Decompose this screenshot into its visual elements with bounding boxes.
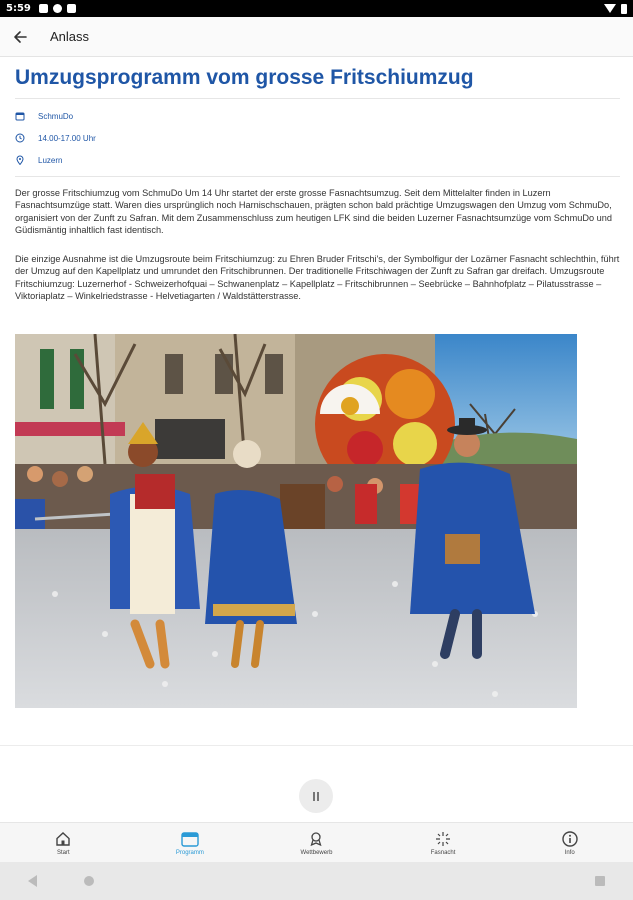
location-text: Luzern [38,155,63,165]
system-navigation-bar [0,862,633,900]
nav-label: Programm [175,849,204,856]
sparkle-icon [435,830,451,848]
divider [15,98,620,99]
back-button[interactable] [0,17,40,57]
event-photo [15,334,577,708]
nav-item-info[interactable] [506,823,633,862]
notification-icon [53,4,62,13]
clock-icon [15,133,25,143]
status-time: 5:59 [6,3,31,14]
battery-icon [621,4,627,14]
app-bar-title: Anlass [50,29,90,44]
event-location [15,155,62,165]
nav-label: Start [56,849,70,856]
pause-button[interactable] [299,779,333,813]
wifi-icon [604,4,616,13]
home-icon [55,830,71,848]
app-bar [0,17,633,57]
event-time [15,133,96,143]
description-paragraph-2: Die einzige Ausnahme ist die Umzugsroute beim Fritschiumzug: zu Ehren Bruder Fritschi's, der Symbolfigur der Lozärner Fasnacht schlechthin, führt der Umzug auf den Kapellplatz und umrundet den Fritschibrunnen. Der traditionelle Fritschiwagen der Zunft zu Safran gar dreifach. Umzugsroute Fritschiumzug: Luzernerhof - Schweizerhofquai – Schwanenplatz – Kapellplatz – Fritschibrunnen – Seebrücke – Bahnhofplatz – Pilatusstrasse – Viktoriaplatz – Winkelriedstrasse - Helvetiagarten / Waldstätterstrasse. [15,254,620,301]
nav-label: Info [564,849,575,856]
system-recents-icon[interactable] [595,876,605,886]
system-back-icon[interactable] [28,875,37,887]
calendar-icon [181,830,199,848]
location-pin-icon [15,155,25,165]
notification-icon [67,4,76,13]
notification-icon [39,4,48,13]
event-organizer [15,111,73,121]
divider [15,176,620,177]
time-text: 14.00-17.00 Uhr [38,133,96,143]
nav-item-wettbewerb[interactable] [253,823,380,862]
nav-item-programm[interactable] [127,823,254,862]
nav-label: Wettbewerb [300,849,333,856]
divider [0,745,633,746]
description-paragraph-1: Der grosse Fritschiumzug vom SchmuDo Um 14 Uhr startet der erste grosse Fasnachtsumzug. Seit dem Mittelalter finden in Luzern Fasnachtsumzüge statt. Waren dies ursprünglich noch Harnischschauen, prägten schon bald prächtige Umzugswagen den Umzug vom SchmuDo, organisiert von der Zunft zu Safran. Mit dem Zusammenschluss zum heutigen LFK sind die beiden Luzerner Fasnachtsumzüge vom SchmuDo und Güdismäntig inhaltlich fast identisch. [15,188,612,235]
pause-icon [312,792,320,801]
nav-item-fasnacht[interactable] [380,823,507,862]
organizer-text: SchmuDo [38,111,74,121]
nav-item-start[interactable] [0,823,127,862]
event-detail [0,57,633,745]
info-icon [562,830,578,848]
trophy-icon [308,830,324,848]
status-bar [0,0,633,17]
arrow-left-icon [13,30,27,44]
system-home-icon[interactable] [84,876,94,886]
calendar-icon [15,111,25,121]
page-title: Umzugsprogramm vom grosse Fritschiumzug [15,66,474,89]
nav-label: Fasnacht [430,849,456,856]
bottom-navigation [0,822,633,862]
